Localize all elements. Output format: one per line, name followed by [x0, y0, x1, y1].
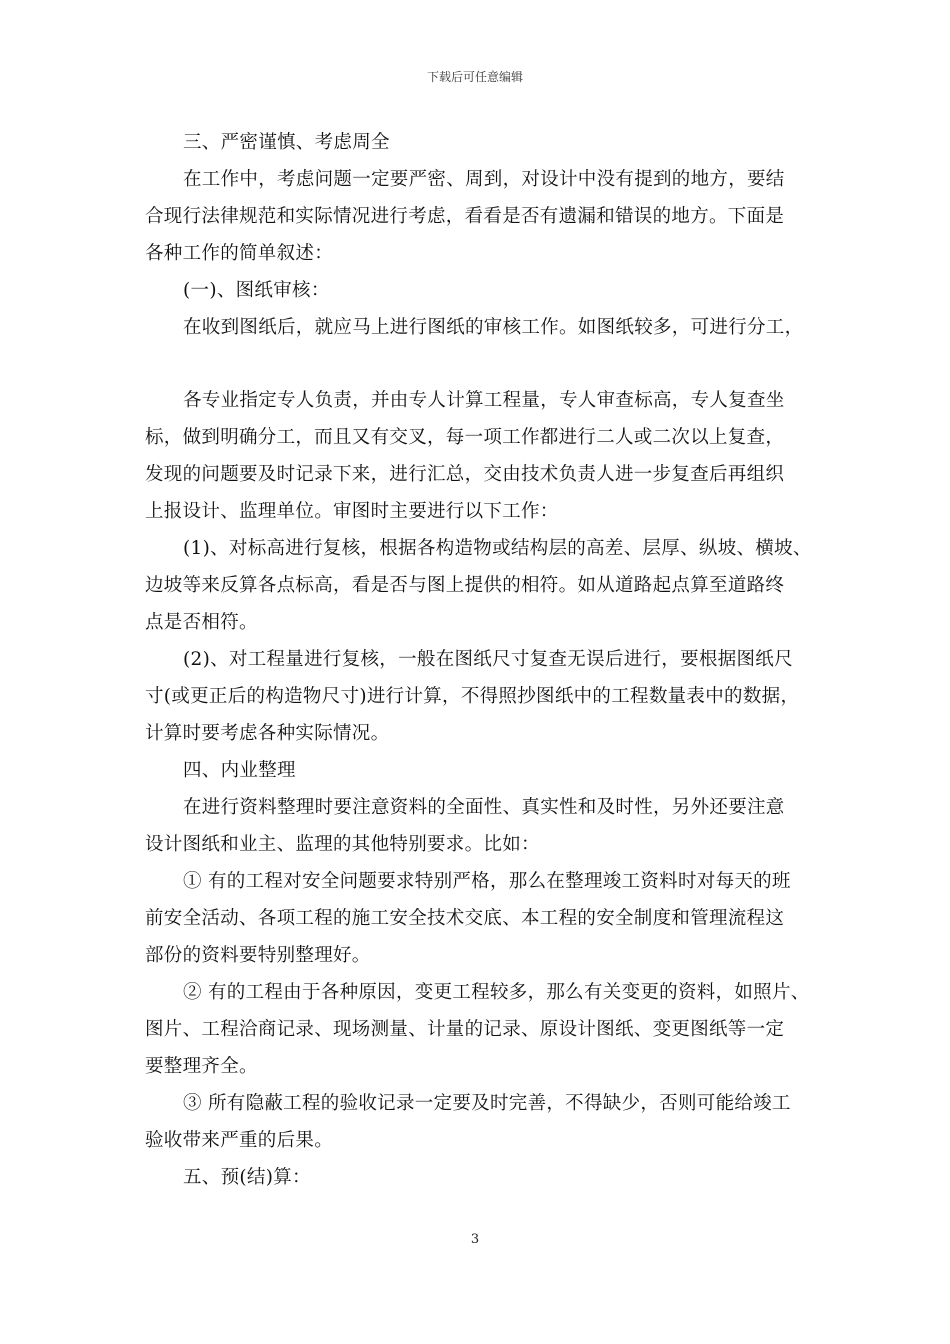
- paragraph-line: 点是否相符。: [145, 612, 258, 633]
- circled-item-2: ② 有的工程由于各种原因，变更工程较多，那么有关变更的资料，如照片、: [183, 982, 810, 1003]
- paragraph-line: 要整理齐全。: [145, 1056, 258, 1077]
- page-number: 3: [470, 1232, 480, 1247]
- section-heading-3: 三、严密谨慎、考虑周全: [183, 132, 390, 153]
- paragraph-line: 在工作中，考虑问题一定要严密、周到，对设计中没有提到的地方，要结: [183, 169, 785, 190]
- paragraph-line: 寸(或更正后的构造物尺寸)进行计算，不得照抄图纸中的工程数量表中的数据，: [145, 686, 800, 707]
- text-block-2: [145, 382, 813, 1196]
- page-header: 下载后可任意编辑: [426, 70, 523, 84]
- paragraph-line: 在进行资料整理时要注意资料的全面性、真实性和及时性，另外还要注意: [183, 797, 785, 818]
- section-heading-4: 四、内业整理: [183, 760, 296, 781]
- paragraph-line: 计算时要考虑各种实际情况。: [145, 723, 390, 744]
- paragraph-line: 设计图纸和业主、监理的其他特别要求。比如：: [145, 834, 540, 855]
- paragraph-line: 上报设计、监理单位。审图时主要进行以下工作：: [145, 501, 559, 522]
- paragraph-line: 发现的问题要及时记录下来，进行汇总，交由技术负责人进一步复查后再组织: [145, 464, 785, 485]
- paragraph-line: 部份的资料要特别整理好。: [145, 945, 371, 966]
- subsection-heading: (一)、图纸审核：: [183, 280, 330, 301]
- paragraph-line: 各种工作的简单叙述：: [145, 243, 334, 264]
- circled-item-1: ① 有的工程对安全问题要求特别严格，那么在整理竣工资料时对每天的班: [183, 871, 791, 892]
- paragraph-line: 合现行法律规范和实际情况进行考虑，看看是否有遗漏和错误的地方。下面是: [145, 206, 785, 227]
- paragraph-line: 边坡等来反算各点标高，看是否与图上提供的相符。如从道路起点算至道路终: [145, 575, 785, 596]
- paragraph-line: 图片、工程洽商记录、现场测量、计量的记录、原设计图纸、变更图纸等一定: [145, 1019, 785, 1040]
- list-item-1: (1)、对标高进行复核，根据各构造物或结构层的高差、层厚、纵坡、横坡、: [183, 538, 812, 559]
- paragraph-line: 在收到图纸后，就应马上进行图纸的审核工作。如图纸较多，可进行分工，: [183, 317, 804, 338]
- paragraph-line: 标，做到明确分工，而且又有交叉，每一项工作都进行二人或二次以上复查，: [145, 427, 785, 448]
- section-heading-5: 五、预(结)算：: [183, 1167, 311, 1188]
- circled-item-3: ③ 所有隐蔽工程的验收记录一定要及时完善，不得缺少，否则可能给竣工: [183, 1093, 791, 1114]
- list-item-2: (2)、对工程量进行复核，一般在图纸尺寸复查无误后进行，要根据图纸尺: [183, 649, 793, 670]
- paragraph-line: 各专业指定专人负责，并由专人计算工程量，专人审查标高，专人复查坐: [183, 390, 785, 411]
- text-block-1: [145, 124, 813, 346]
- paragraph-line: 验收带来严重的后果。: [145, 1130, 334, 1151]
- paragraph-line: 前安全活动、各项工程的施工安全技术交底、本工程的安全制度和管理流程这: [145, 908, 785, 929]
